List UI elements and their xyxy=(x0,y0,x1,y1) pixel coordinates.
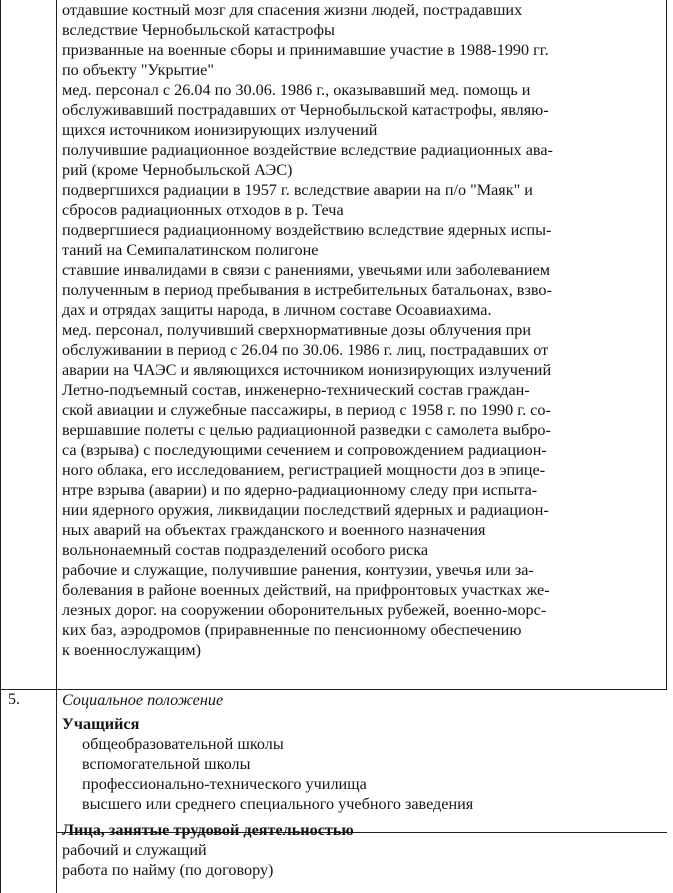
text-line: подвергшиеся радиационному воздействию вследствие ядерных испы- xyxy=(62,221,552,239)
text-line: по объекту "Укрытие" xyxy=(62,61,214,79)
text-line: ких баз, аэродромов (приравненные по пенсионному обеспечению xyxy=(62,621,522,639)
workers-heading: Лица, занятые трудовой деятельностью xyxy=(62,821,354,839)
text-line: к военнослужащим) xyxy=(62,641,202,659)
text-line: ного облака, его исследованием, регистрацией мощности доз в эпице- xyxy=(62,461,546,479)
student-option: высшего или среднего специального учебного заведения xyxy=(82,795,474,813)
text-line: нтре взрыва (аварии) и по ядерно-радиационному следу при испыта- xyxy=(62,481,538,499)
student-option: общеобразовательной школы xyxy=(82,735,284,753)
text-line: таний на Семипалатинском полигоне xyxy=(62,241,319,259)
text-line: вершавшие полеты с целью радиационной разведки с самолета выбро- xyxy=(62,421,551,439)
text-line: рий (кроме Чернобыльской АЭС) xyxy=(62,161,293,179)
table-left-border xyxy=(0,0,1,893)
text-line: дах и отрядах защиты народа, в личном составе Осоавиахима. xyxy=(62,301,492,319)
students-heading: Учащийся xyxy=(62,715,140,733)
text-line: призванные на военные сборы и принимавшие участие в 1988-1990 гг. xyxy=(62,41,549,59)
text-line: получившие радиационное воздействие вследствие радиационных ава- xyxy=(62,141,553,159)
text-line: рабочие и служащие, получившие ранения, контузии, увечья или за- xyxy=(62,561,534,579)
section-title: Социальное положение xyxy=(62,691,224,709)
text-line: сбросов радиационных отходов в р. Теча xyxy=(62,201,344,219)
text-line: болевания в районе военных действий, на прифронтовых участках же- xyxy=(62,581,550,599)
text-line: аварии на ЧАЭС и являющихся источником ионизирующих излучений xyxy=(62,361,552,379)
worker-option: рабочий и служащий xyxy=(62,841,207,859)
text-line: обслуживавший пострадавших от Чернобыльской катастрофы, являю- xyxy=(62,101,549,119)
table-column-divider xyxy=(56,0,57,893)
text-line: вследствие Чернобыльской катастрофы xyxy=(62,21,335,39)
text-line: Летно-подъемный состав, инженерно-технический состав граждан- xyxy=(62,381,530,399)
text-line: са (взрыва) с последующими сечением и сопровождением радиацион- xyxy=(62,441,547,459)
text-line: мед. персонал с 26.04 по 30.06. 1986 г., оказывавший мед. помощь и xyxy=(62,81,531,99)
table-right-border xyxy=(666,0,667,690)
text-line: лезных дорог. на сооружении оборонительных рубежей, военно-морс- xyxy=(62,601,547,619)
social-status-section xyxy=(62,690,666,880)
row-number: 5. xyxy=(8,691,20,708)
text-line: щихся источником ионизирующих излучений xyxy=(62,121,378,139)
text-line: обслуживании в период с 26.04 по 30.06. 1986 г. лиц, пострадавших от xyxy=(62,341,549,359)
text-line: ставшие инвалидами в связи с ранениями, увечьями или заболеванием xyxy=(62,261,550,279)
text-line: мед. персонал, получивший сверхнормативные дозы облучения при xyxy=(62,321,531,339)
student-option: вспомогательной школы xyxy=(82,755,251,773)
student-option: профессионально-технического училища xyxy=(82,775,367,793)
text-line: ных аварий на объектах гражданского и военного назначения xyxy=(62,521,486,539)
text-line: отдавшие костный мозг для спасения жизни людей, пострадавших xyxy=(62,1,523,19)
text-line: вольнонаемный состав подразделений особого риска xyxy=(62,541,429,559)
text-line: подвергшихся радиации в 1957 г. вследствие аварии на п/о "Маяк" и xyxy=(62,181,533,199)
text-line: ской авиации и служебные пассажиры, в период с 1958 г. по 1990 г. со- xyxy=(62,401,551,419)
body-text-block xyxy=(62,0,666,660)
text-line: полученным в период пребывания в истребительных батальонах, взво- xyxy=(62,281,552,299)
text-line: нии ядерного оружия, ликвидации последствий ядерных и радиацион- xyxy=(62,501,549,519)
worker-option: работа по найму (по договору) xyxy=(62,861,274,879)
